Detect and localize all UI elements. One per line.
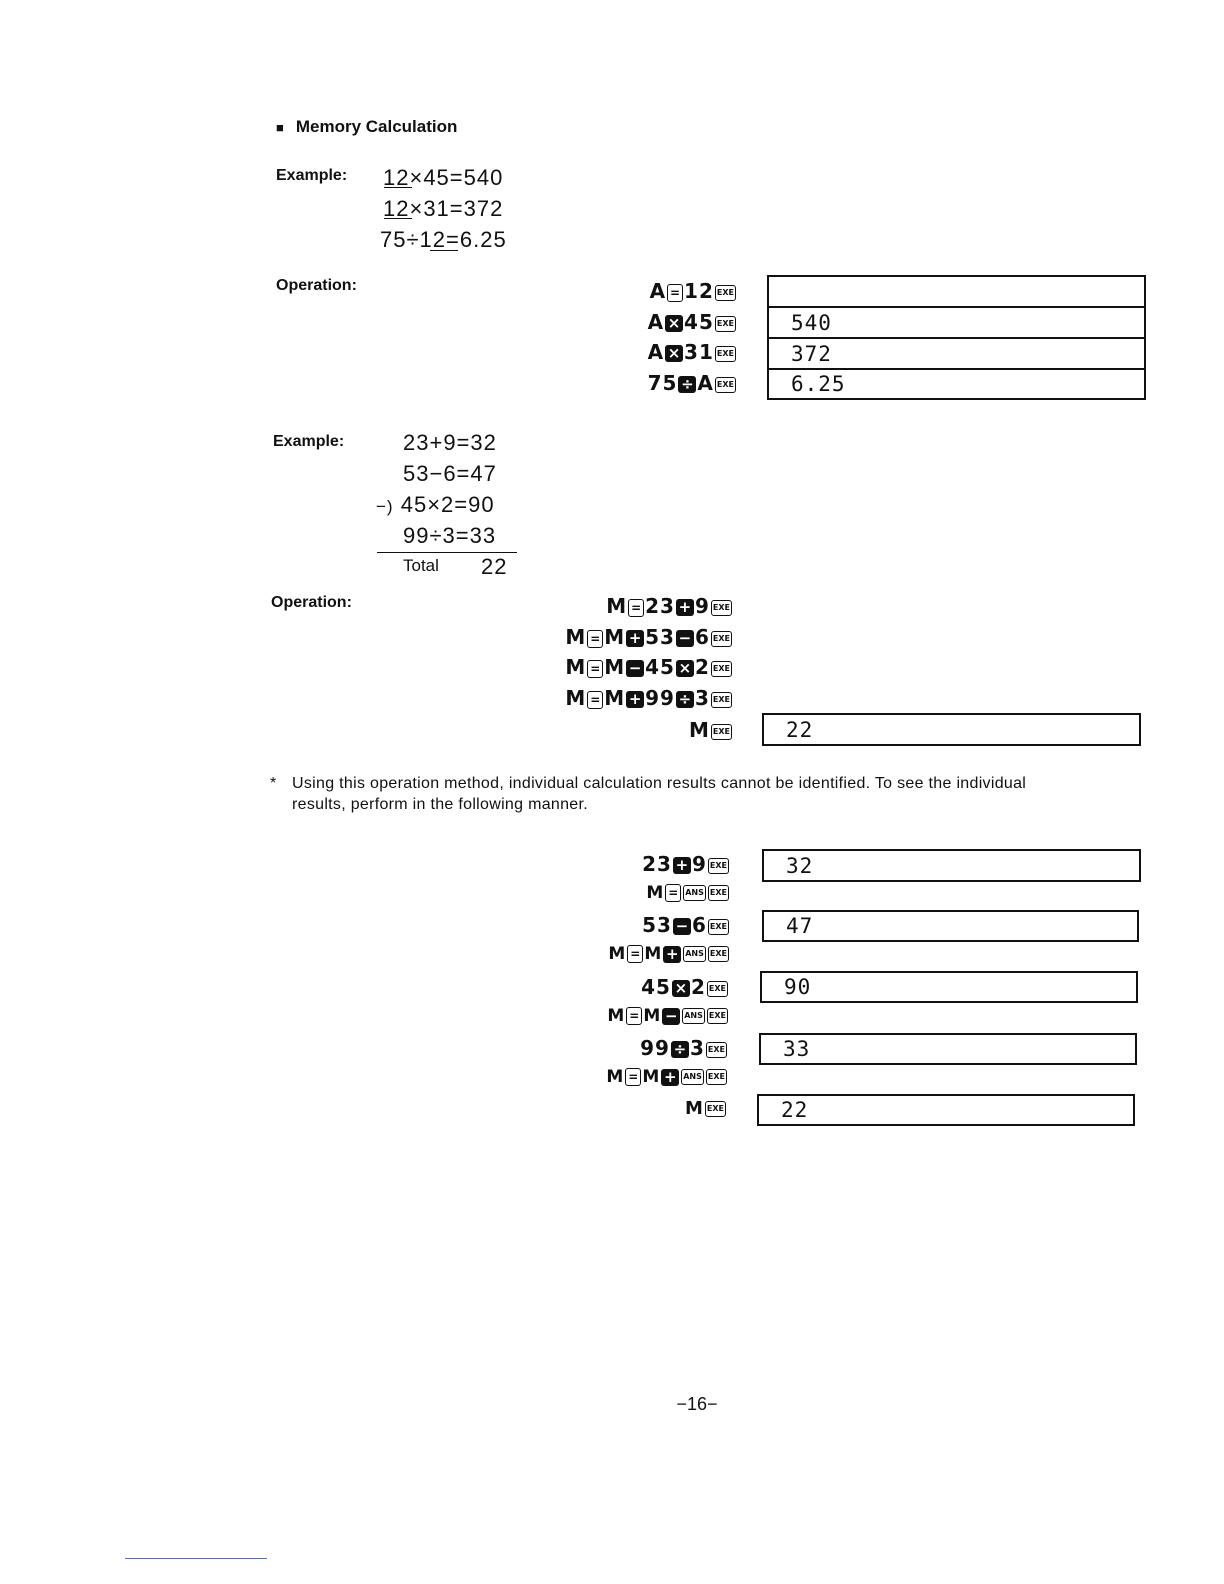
memory-m: M: [642, 1067, 661, 1087]
display-box: [767, 306, 1146, 339]
exe-key: EXE: [711, 724, 732, 740]
memory-m: M: [608, 944, 627, 964]
display-box: [759, 1033, 1137, 1065]
minus-key: −: [676, 630, 694, 647]
display-box: [762, 849, 1141, 882]
example-line-minus: [376, 492, 495, 518]
number: 6: [694, 625, 710, 649]
note-line: results, perform in the following manner.: [292, 796, 588, 813]
exe-key: EXE: [711, 692, 732, 708]
example-label: Example:: [273, 433, 345, 450]
display-value: 540: [791, 310, 832, 335]
operation-label: Operation:: [276, 277, 357, 294]
times-key: ×: [672, 980, 690, 997]
exe-key: EXE: [707, 981, 728, 997]
plus-key: +: [663, 946, 681, 963]
section-title: Memory Calculation: [295, 117, 458, 136]
page-number: −16−: [676, 1394, 718, 1414]
memory-m: M: [646, 883, 665, 903]
number: 2: [690, 975, 706, 999]
display-value: 33: [783, 1037, 811, 1061]
variable-a: A: [647, 310, 665, 334]
divide-key: ÷: [676, 691, 694, 708]
number: 53: [642, 913, 672, 937]
number: 23: [645, 594, 675, 618]
key-sequence: [648, 371, 737, 395]
example-line: 45×2=90: [400, 492, 495, 517]
minus-key: −: [626, 660, 644, 677]
key-sequence: [606, 594, 733, 618]
number: 45: [645, 655, 675, 679]
memory-m: M: [643, 1006, 662, 1026]
plus-key: +: [626, 691, 644, 708]
example-label: Example:: [276, 167, 348, 184]
key-sequence: [608, 944, 730, 964]
number: 9: [694, 594, 710, 618]
key-sequence: [642, 913, 730, 937]
exe-key: EXE: [706, 1042, 727, 1058]
example-line: 75÷12=6.25: [380, 227, 507, 252]
number: 3: [694, 686, 710, 710]
ans-key: ANS: [681, 1069, 704, 1085]
key-sequence: [685, 1098, 727, 1119]
exe-key: EXE: [711, 600, 732, 616]
display-value: 372: [791, 341, 832, 366]
number: 6: [691, 913, 707, 937]
display-box: [762, 713, 1141, 746]
key-sequence: [689, 718, 733, 742]
underline: [430, 250, 458, 251]
memory-m: M: [644, 944, 663, 964]
memory-m: M: [604, 686, 626, 710]
equals-key: =: [625, 1068, 641, 1086]
exe-key: EXE: [715, 346, 736, 362]
exe-key: EXE: [706, 1069, 727, 1085]
ans-key: ANS: [683, 946, 706, 962]
total-value: 22: [481, 554, 508, 579]
display-value: 90: [784, 975, 812, 999]
minus-key: −: [662, 1008, 680, 1025]
plus-key: +: [626, 630, 644, 647]
example-line: 53−6=47: [403, 461, 497, 486]
key-sequence: [640, 1036, 728, 1060]
display-box: [767, 337, 1146, 370]
display-value: 47: [786, 914, 814, 938]
number: 75: [647, 371, 678, 395]
underline: [384, 187, 412, 188]
operation-label: Operation:: [271, 594, 352, 611]
times-key: ×: [665, 345, 683, 362]
note-star: *: [270, 775, 277, 792]
exe-key: EXE: [708, 885, 729, 901]
key-sequence: [606, 1067, 728, 1087]
underline: [384, 218, 412, 219]
example-line: 99÷3=33: [403, 523, 497, 548]
exe-key: EXE: [707, 1008, 728, 1024]
exe-key: EXE: [705, 1101, 726, 1117]
number: 99: [645, 686, 675, 710]
exe-key: EXE: [708, 858, 729, 874]
key-sequence: [642, 852, 730, 876]
example-line: 12×31=372: [383, 196, 504, 221]
equals-key: =: [627, 945, 643, 963]
equals-key: =: [665, 884, 681, 902]
divide-key: ÷: [678, 376, 696, 393]
times-key: ×: [665, 315, 683, 332]
memory-m: M: [684, 1098, 704, 1119]
number: 3: [689, 1036, 705, 1060]
number: 23: [642, 852, 672, 876]
key-sequence: [648, 310, 737, 334]
display-box: [767, 368, 1146, 400]
divide-key: ÷: [671, 1041, 689, 1058]
number: 53: [645, 625, 675, 649]
variable-a: A: [647, 340, 665, 364]
variable-a: A: [697, 371, 714, 395]
memory-m: M: [606, 1067, 625, 1087]
display-box: [767, 275, 1146, 308]
memory-m: M: [604, 625, 626, 649]
key-sequence: [648, 340, 737, 364]
key-sequence: [641, 975, 729, 999]
exe-key: EXE: [708, 919, 729, 935]
display-value: 22: [786, 717, 814, 742]
number: 45: [684, 310, 714, 334]
exe-key: EXE: [715, 285, 736, 301]
example-line: 23+9=32: [403, 430, 497, 455]
display-value: 32: [786, 853, 814, 878]
memory-m: M: [565, 655, 587, 679]
memory-m: M: [565, 625, 587, 649]
footer-rule: [125, 1558, 267, 1559]
minus-key: −: [673, 918, 691, 935]
number: 99: [640, 1036, 670, 1060]
memory-m: M: [607, 1006, 626, 1026]
display-box: [760, 971, 1138, 1003]
number: 31: [684, 340, 714, 364]
variable-a: A: [649, 279, 667, 303]
ans-key: ANS: [683, 885, 706, 901]
key-sequence: [650, 279, 737, 303]
equals-key: =: [587, 630, 603, 648]
memory-m: M: [565, 686, 587, 710]
memory-m: M: [606, 594, 628, 618]
key-sequence: [565, 625, 733, 649]
plus-key: +: [676, 599, 694, 616]
total-rule: [377, 552, 517, 553]
ans-key: ANS: [682, 1008, 705, 1024]
equals-key: =: [628, 599, 644, 617]
total-label: Total: [403, 556, 439, 575]
note-line: Using this operation method, individual calculation results cannot be identified. To see the individual: [292, 775, 1027, 792]
display-value: 6.25: [791, 372, 846, 396]
bullet: ■: [276, 120, 284, 135]
times-key: ×: [676, 660, 694, 677]
exe-key: EXE: [711, 631, 732, 647]
number: 9: [691, 852, 707, 876]
key-sequence: [565, 686, 733, 710]
key-sequence: [646, 883, 730, 903]
display-box: [762, 910, 1139, 942]
equals-key: =: [587, 660, 603, 678]
equals-key: =: [626, 1007, 642, 1025]
equals-key: =: [587, 691, 603, 709]
minus-marker: −): [376, 497, 394, 516]
memory-m: M: [688, 718, 710, 742]
plus-key: +: [673, 857, 691, 874]
plus-key: +: [661, 1069, 679, 1086]
exe-key: EXE: [715, 377, 736, 393]
section-heading: [276, 117, 457, 137]
memory-m: M: [604, 655, 626, 679]
exe-key: EXE: [715, 316, 736, 332]
display-value: 22: [781, 1098, 809, 1122]
number: 2: [694, 655, 710, 679]
equals-key: =: [667, 284, 683, 302]
key-sequence: [607, 1006, 729, 1026]
example-line: 12×45=540: [383, 165, 504, 190]
display-box: [757, 1094, 1135, 1126]
number: 45: [641, 975, 671, 999]
exe-key: EXE: [708, 946, 729, 962]
number: 12: [684, 279, 714, 303]
key-sequence: [565, 655, 733, 679]
exe-key: EXE: [711, 661, 732, 677]
